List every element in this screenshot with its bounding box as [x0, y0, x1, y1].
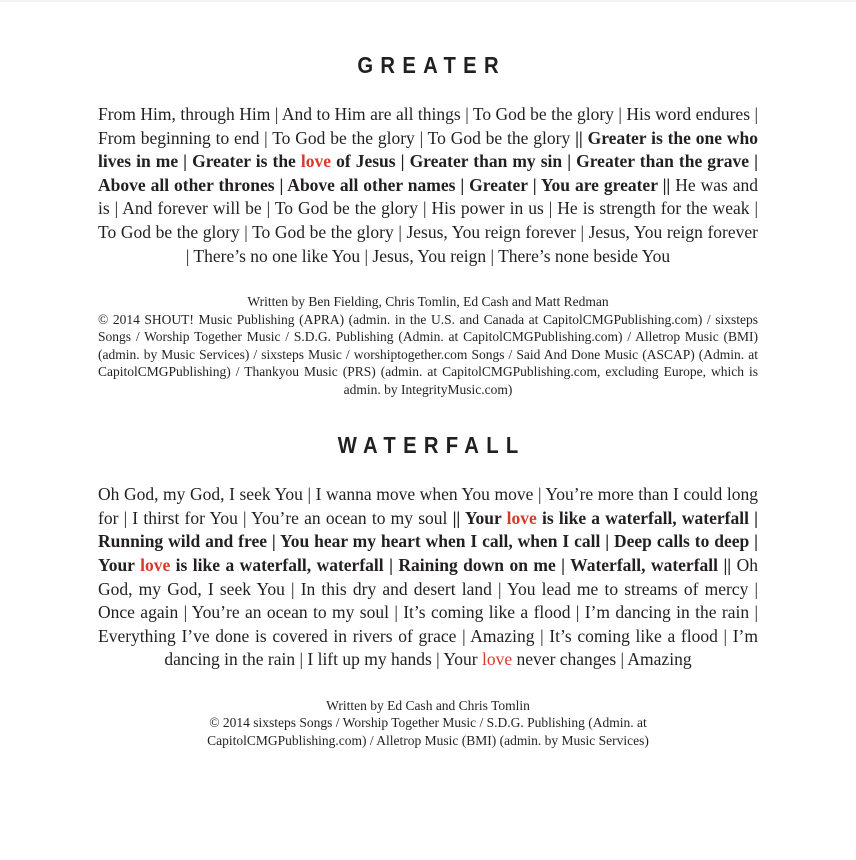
lyric-highlight-red: love: [506, 507, 537, 528]
song-lyrics-greater: [98, 103, 758, 268]
lyric-text-bold: of Jesus | Greater than my sin | Greater than the grave | Above all other thrones | Above all other names | Greater | You are greater ||: [98, 151, 758, 195]
lyric-text-bold: || Your: [452, 507, 507, 528]
lyric-text: Oh God, my God, I seek You | I wanna move when You move | You’re more than I could long for | I thirst for You | You’re an ocean to my soul: [98, 484, 758, 528]
written-by-line: Written by Ben Fielding, Chris Tomlin, Ed Cash and Matt Redman: [247, 294, 609, 310]
lyric-highlight-red: love: [300, 151, 332, 172]
lyric-text: Oh God, my God, I seek You | In this dry and desert land | You lead me to streams of mercy | Once again | You’re an ocean to my soul | It’s coming like a flood | I’m dancing in the rain | Everything I’ve done is covered in rivers of grace | Amazing | It’s coming like a flood | I’m dancing in the rain | I lift up my hands | Your: [98, 554, 759, 670]
lyric-highlight-red: love: [140, 554, 171, 575]
song-credits-waterfall: [98, 697, 758, 750]
written-by-line: Written by Ed Cash and Chris Tomlin: [326, 697, 530, 713]
lyric-text-bold: is like a waterfall, waterfall | Running wild and free | You hear my heart when I call, when I call | Deep calls to deep | Your: [98, 507, 758, 575]
song-title-greater: GREATER: [357, 52, 506, 78]
lyric-text: never changes | Amazing: [512, 649, 692, 670]
lyric-text-bold: || Greater is the one who lives in me | Greater is the: [98, 127, 758, 172]
publishing-info: © 2014 sixsteps Songs / Worship Together Music / S.D.G. Publishing (Admin. at CapitolCMGPublishing.com) / Alletrop Music (BMI) (admin. by Music Services): [207, 715, 649, 748]
publishing-info: © 2014 SHOUT! Music Publishing (APRA) (admin. in the U.S. and Canada at CapitolCMGPublishing.com) / sixsteps Songs / Worship Together Music / S.D.G. Publishing (Admin. at CapitolCMGPublishing.com) / Alletrop Music (BMI) (admin. by Music Services) / sixsteps Music / worshiptogether.com Songs / Said And Done Music (ASCAP) (Admin. at CapitolCMGPublishing) / Thankyou Music (PRS) (admin. at CapitolCMGPublishing.com, excluding Europe, which is admin. by IntegrityMusic.com): [98, 311, 758, 397]
song-section-greater: [98, 51, 758, 398]
lyrics-booklet-page: [98, 0, 758, 749]
lyric-highlight-red: love: [482, 649, 513, 670]
lyric-text: He was and is | And forever will be | To God be the glory | His power in us | He is strength for the weak | To God be the glory | To God be the glory | Jesus, You reign forever | Jesus, You reign forever | There’s no one like You | Jesus, You reign | There’s none beside You: [98, 174, 759, 266]
song-credits-greater: [98, 293, 758, 398]
lyric-text-bold: is like a waterfall, waterfall | Raining down on me | Waterfall, waterfall ||: [170, 554, 737, 575]
song-section-waterfall: [98, 431, 758, 749]
top-edge-shadow: [0, 0, 856, 2]
song-lyrics-waterfall: [98, 483, 758, 672]
lyric-text: From Him, through Him | And to Him are all things | To God be the glory | His word endures | From beginning to end | To God be the glory | To God be the glory: [98, 104, 758, 148]
song-title-waterfall: WATERFALL: [337, 432, 526, 459]
